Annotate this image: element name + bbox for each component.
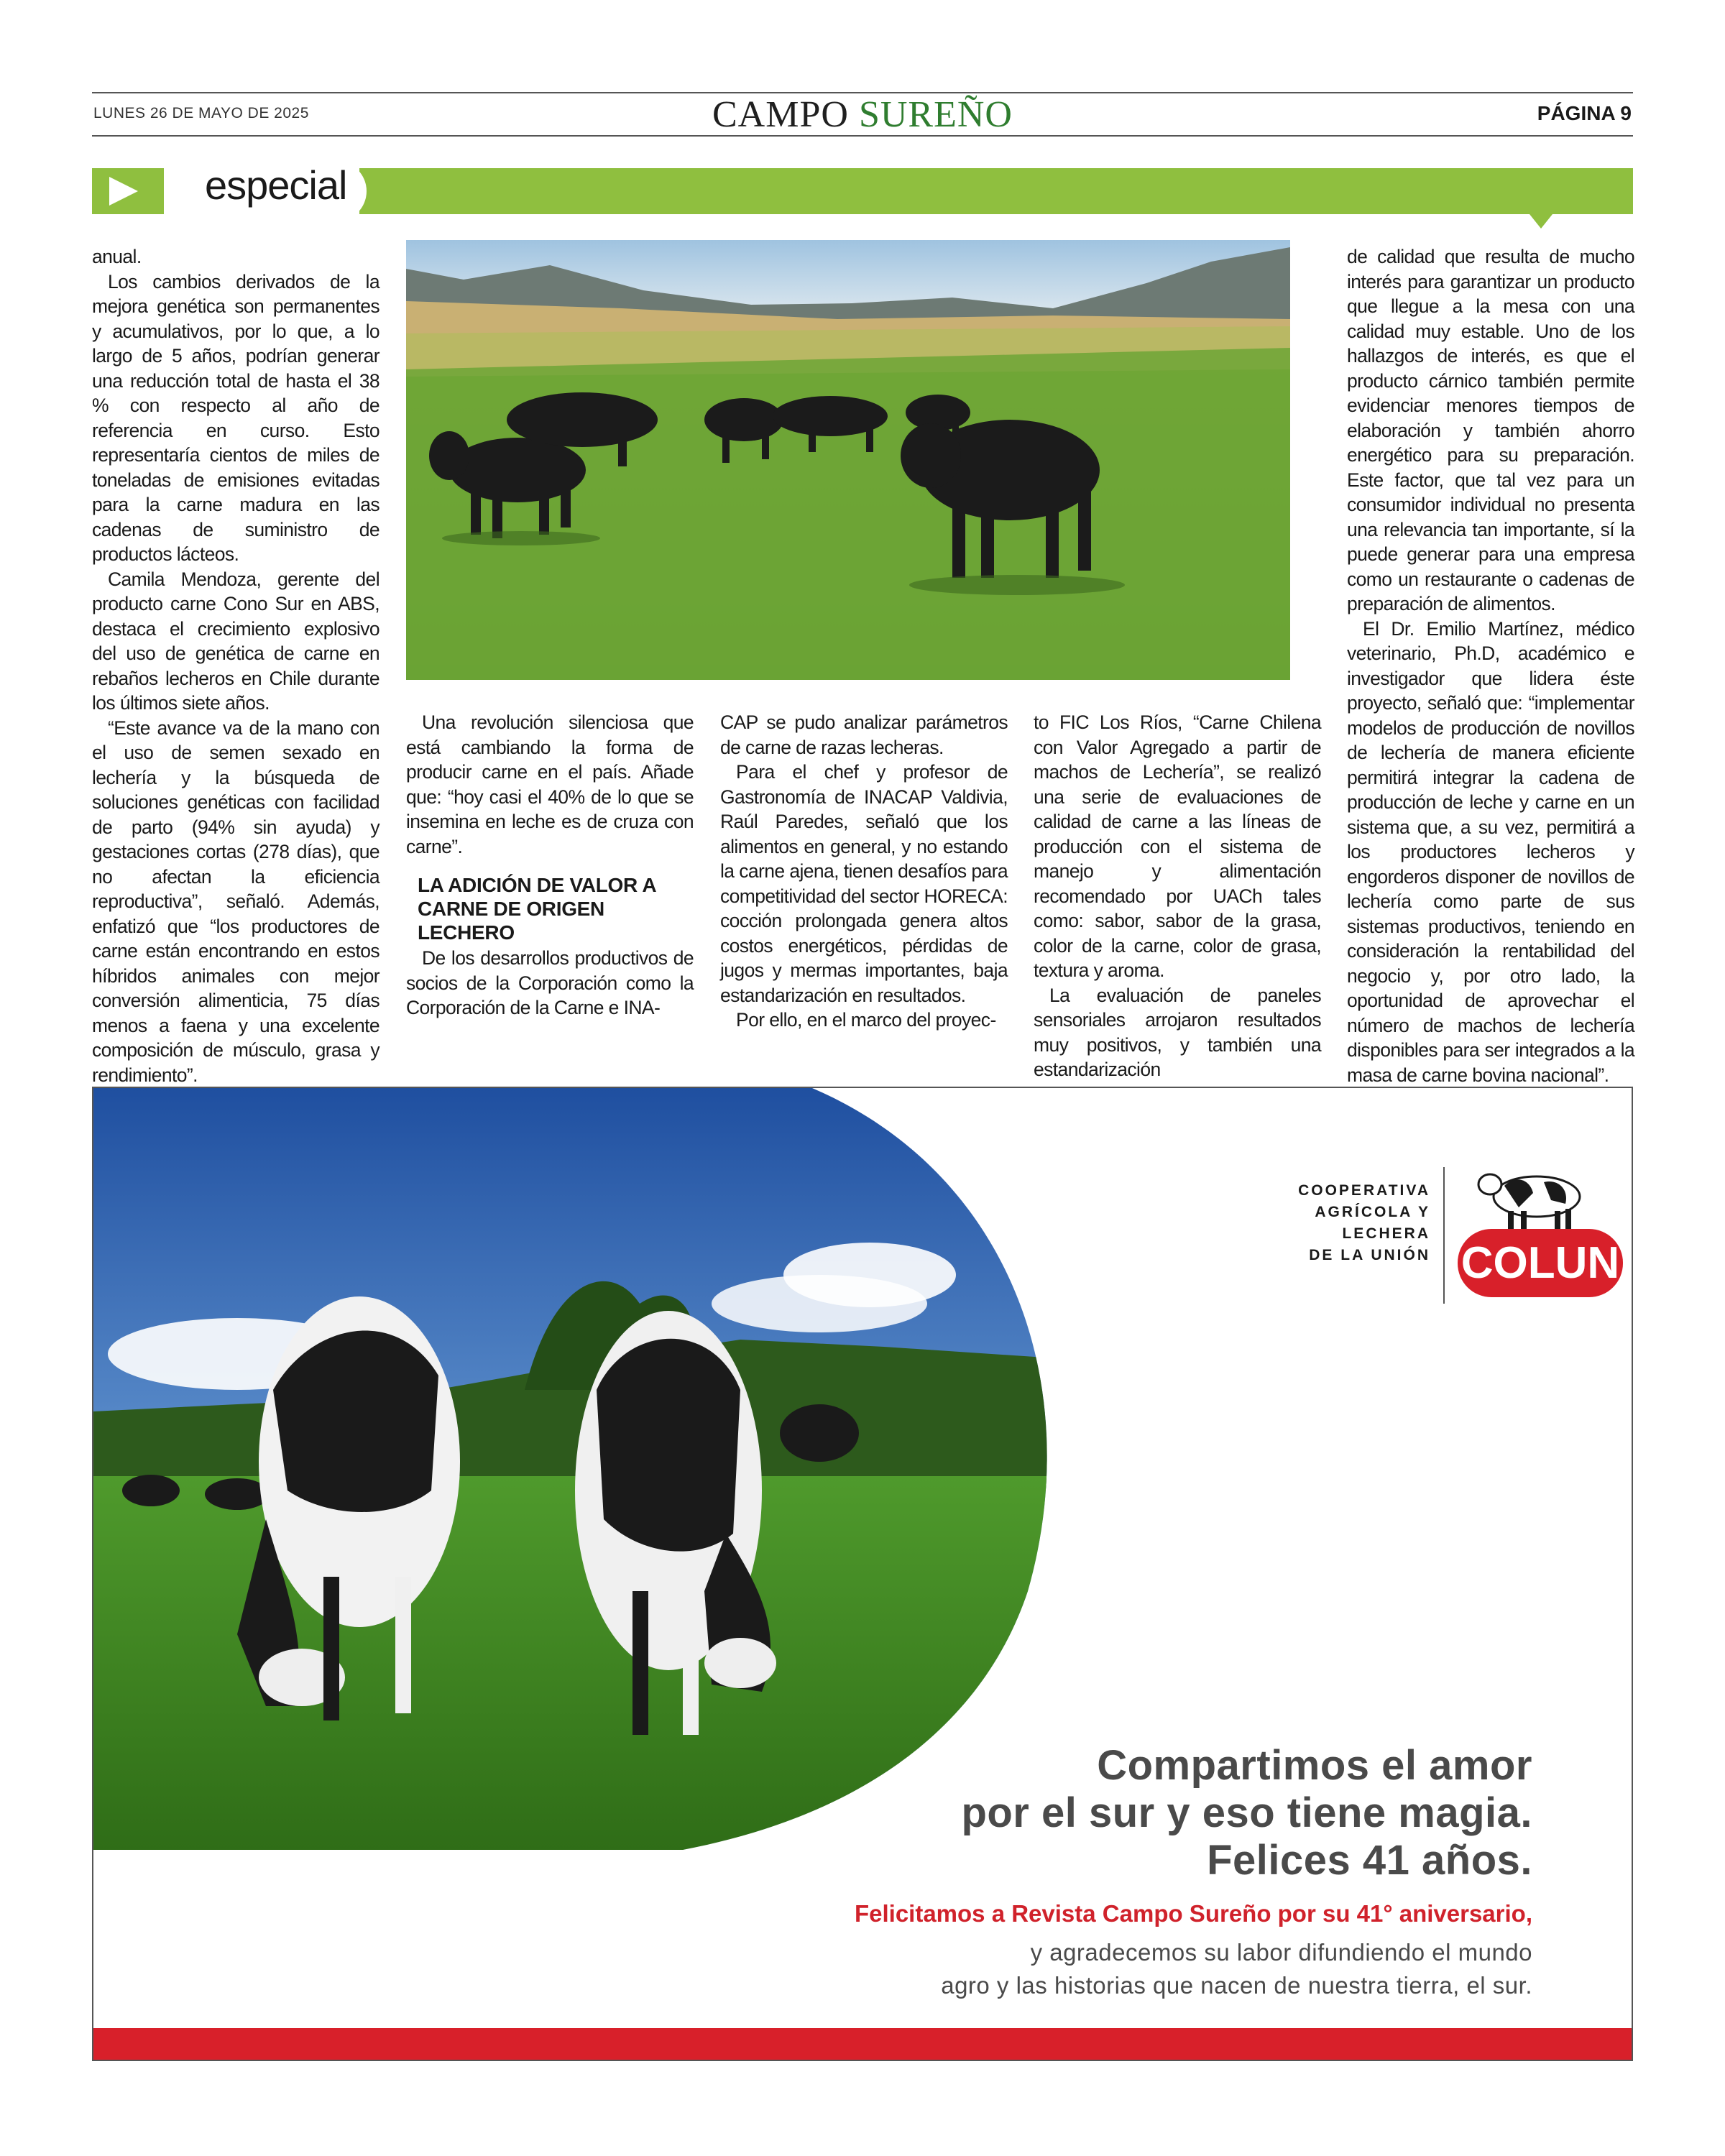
- paragraph: “Este avance va de la mano con el uso de semen sexado en lechería y la búsqueda de soluciones genéticas con facilidad de parto (94% sin ayuda) y gestaciones cortas (278 días), que no afectan la eficiencia reproductiva”, señaló. Además, enfatizó que “los productores de carne están encontrando en estos híbridos animales con mejor conversión alimenticia, 75 días menos a faena y una excelente composición de músculo, grasa y rendimiento”.: [92, 717, 380, 1086]
- section-banner-bar: [359, 168, 1633, 214]
- paragraph: De los desarrollos productivos de socios de la Corporación como la Corporación de la Carne e INA-: [406, 947, 694, 1018]
- header-bottom-rule: [92, 135, 1633, 137]
- cooperative-name: [1186, 1180, 1430, 1266]
- paragraph: Los cambios derivados de la mejora genética son permanentes y acumulativos, por lo que, a lo largo de 5 años, podrían generar una reducción total de hasta el 38 % con respecto al año de referencia en curso. Esto representaría cientos de miles de toneladas de emisiones evitadas para la carne madura en las cadenas de suministro de productos lácteos.: [92, 270, 380, 565]
- headline-line: Felices 41 años.: [1207, 1837, 1532, 1884]
- coop-line: DE LA UNIÓN: [1309, 1247, 1430, 1263]
- paragraph: El Dr. Emilio Martínez, médico veterinario, Ph.D, académico e investigador que lidera éste proyecto, señaló que: “implementar modelos de producción de novillos de lechería de manera eficiente permitirá integrar la cadena de producción de leche y carne en un sistema que, a su vez, permitirá a los productores lecheros y engorderos disponer de novillos de lechería como parte de sus sistemas productivos, teniendo en consideración la rentabilidad del negocio y, por otro lado, la oportunidad de aprovechar el número de machos de lechería disponibles para ser integrados a la masa de carne bovina nacional”.: [1347, 617, 1634, 1086]
- masthead-part2: SUREÑO: [858, 94, 1013, 135]
- angus-cattle-pasture-illustration: [406, 240, 1290, 680]
- banner-notch-icon: [1530, 214, 1552, 229]
- ad-red-band: [93, 2028, 1632, 2060]
- article-column-5: [1347, 244, 1634, 1087]
- cattle-photo: [406, 240, 1290, 680]
- article-column-2: [406, 710, 694, 1021]
- paragraph: anual.: [92, 246, 142, 267]
- masthead: [0, 93, 1725, 136]
- body-line: agro y las historias que nacen de nuestra tierra, el sur.: [941, 1972, 1532, 1999]
- article-column-3: [720, 710, 1008, 1033]
- headline-line: Compartimos el amor: [1097, 1742, 1532, 1789]
- holstein-cows-photo: [93, 1088, 1071, 1850]
- paragraph: de calidad que resulta de mucho interés para garantizar un producto que llegue a la mesa con una calidad muy estable. Uno de los hallazgos de interés, es que el producto cárnico también permite evidenciar menores tiempos de elaboración y también ahorro energético para su preparación. Este factor, que tal vez para un consumidor individual no presenta una relevancia tan importante, sí la puede generar para una empresa como un restaurante o cadenas de preparación de alimentos.: [1347, 246, 1634, 614]
- colun-advertisement: [92, 1087, 1633, 2061]
- article-column-1: [92, 244, 380, 1087]
- play-triangle-icon: [109, 177, 138, 206]
- colun-logo: [1450, 1157, 1633, 1322]
- paragraph: Una revolución silenciosa que está cambiando la forma de producir carne en el país. Añade que: “hoy casi el 40% de lo que se insemina en leche es de cruza con carne”.: [406, 711, 694, 857]
- paragraph: to FIC Los Ríos, “Carne Chilena con Valor Agregado a partir de machos de Lechería”, se realizó una serie de evaluaciones de calidad de carne a las líneas de producción con el sistema de manejo y alimentación recomendado por UACh tales como: sabor, sabor de la grasa, color de la carne, color de grasa, textura y aroma.: [1034, 711, 1321, 981]
- cow-icon: [1478, 1174, 1580, 1233]
- masthead-part1: CAMPO: [712, 94, 849, 135]
- brand-name: COLUN: [1460, 1238, 1620, 1288]
- paragraph: La evaluación de paneles sensoriales arrojaron resultados muy positivos, y también una estandarización: [1034, 984, 1321, 1080]
- article-column-4: [1034, 710, 1321, 1082]
- coop-line: AGRÍCOLA Y: [1315, 1204, 1430, 1220]
- issue-date: LUNES 26 DE MAYO DE 2025: [93, 105, 309, 121]
- paragraph: CAP se pudo analizar parámetros de carne de razas lecheras.: [720, 711, 1008, 758]
- page-number: PÁGINA 9: [1537, 102, 1632, 124]
- ad-congrats: Felicitamos a Revista Campo Sureño por su 41° aniversario,: [854, 1900, 1532, 1927]
- paragraph: Camila Mendoza, gerente del producto carne Cono Sur en ABS, destaca el crecimiento explosivo del uso de genética de carne en rebaños lecheros en Chile durante los últimos siete años.: [92, 568, 380, 714]
- paragraph: Por ello, en el marco del proyec-: [736, 1009, 996, 1031]
- ad-body: [941, 1936, 1532, 2002]
- section-label: especial: [205, 162, 347, 208]
- subheading: LA ADICIÓN DE VALOR A CARNE DE ORIGEN LECHERO: [418, 874, 656, 944]
- coop-line: COOPERATIVA: [1298, 1182, 1430, 1199]
- body-line: y agradecemos su labor difundiendo el mundo: [1030, 1939, 1532, 1966]
- coop-line: LECHERA: [1342, 1225, 1430, 1242]
- logo-divider: [1443, 1167, 1445, 1304]
- headline-line: por el sur y eso tiene magia.: [961, 1789, 1532, 1836]
- paragraph: Para el chef y profesor de Gastronomía de INACAP Valdivia, Raúl Paredes, señaló que los alimentos en general, y no estando la carne ajena, tienen desafíos para competitividad del sector HORECA: cocción prolongada genera altos costos energéticos, pérdidas de jugos y mermas importantes, baja estandarización en resultados.: [720, 761, 1008, 1006]
- ad-headline: [961, 1742, 1532, 1884]
